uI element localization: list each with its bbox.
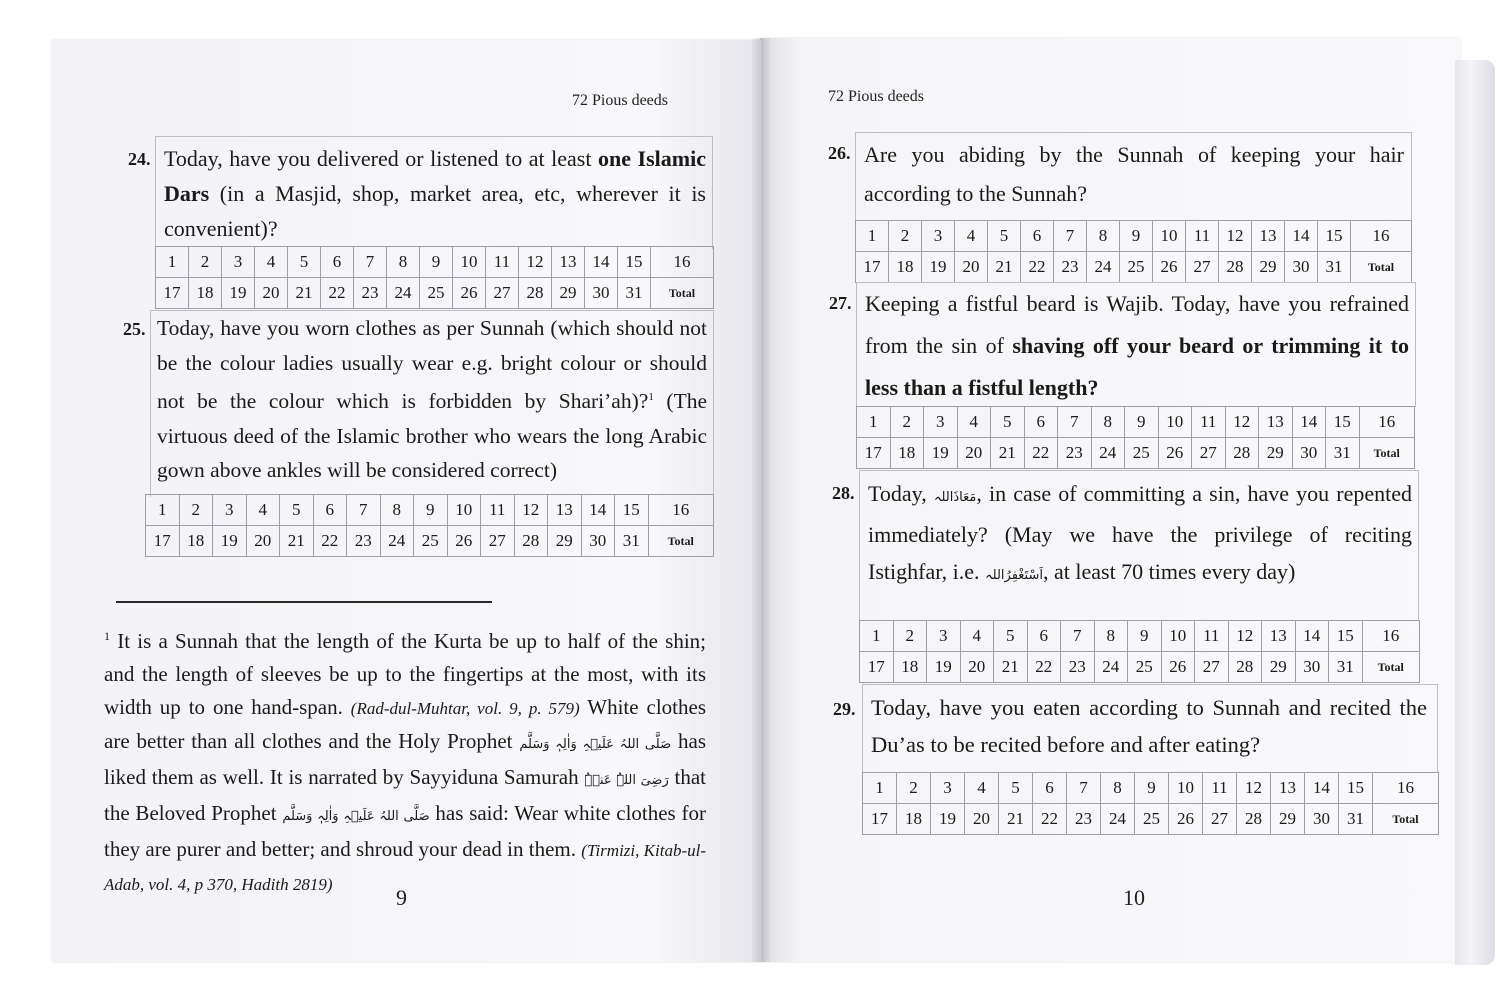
grid-day-cell: 20 — [960, 652, 994, 683]
grid-day-cell: 27 — [1203, 804, 1237, 835]
grid-day-cell: 13 — [1252, 221, 1285, 252]
grid-day-cell: 1 — [156, 247, 189, 278]
grid-day-cell: 19 — [924, 438, 958, 469]
grid-day-cell: 10 — [1169, 773, 1203, 804]
grid-total-cell: Total — [648, 526, 714, 557]
grid-day-cell: 26 — [1169, 804, 1203, 835]
grid-day-cell: 11 — [1192, 407, 1226, 438]
grid-day-cell: 2 — [889, 221, 922, 252]
grid-day-cell: 6 — [1024, 407, 1058, 438]
grid-day-cell: 20 — [255, 278, 288, 309]
grid-day-cell: 25 — [1120, 252, 1153, 283]
grid-day-cell: 10 — [1158, 407, 1192, 438]
grid-day-cell: 2 — [179, 495, 213, 526]
grid-row-days-17-total — [156, 278, 714, 309]
grid-day-cell: 8 — [1101, 773, 1135, 804]
grid-day-cell: 17 — [857, 438, 891, 469]
arabic-salutation: رَضِیَ اللہُ عَنۡہُ — [584, 773, 669, 788]
grid-day-cell: 21 — [999, 804, 1033, 835]
grid-day-cell: 24 — [1101, 804, 1135, 835]
left-page-number: 9 — [396, 885, 407, 910]
grid-day-cell: 30 — [1305, 804, 1339, 835]
grid-day-cell: 16 — [1359, 407, 1415, 438]
grid-day-cell: 9 — [1128, 621, 1162, 652]
grid-day-cell: 3 — [222, 247, 255, 278]
grid-day-cell: 21 — [280, 526, 314, 557]
grid-day-cell: 27 — [486, 278, 519, 309]
grid-day-cell: 5 — [994, 621, 1028, 652]
grid-day-cell: 14 — [1292, 407, 1326, 438]
grid-day-cell: 24 — [1087, 252, 1120, 283]
grid-day-cell: 29 — [1252, 252, 1285, 283]
grid-day-cell: 19 — [931, 804, 965, 835]
grid-row-days-17-total — [856, 252, 1412, 283]
grid-day-cell: 3 — [931, 773, 965, 804]
grid-day-cell: 28 — [1228, 652, 1262, 683]
grid-day-cell: 27 — [1195, 652, 1229, 683]
grid-day-cell: 17 — [860, 652, 894, 683]
grid-total-cell: Total — [1359, 438, 1415, 469]
grid-day-cell: 27 — [481, 526, 515, 557]
grid-day-cell: 30 — [1285, 252, 1318, 283]
grid-row-days-1-16 — [863, 773, 1439, 804]
tick-grid-27 — [856, 406, 1415, 469]
grid-day-cell: 18 — [189, 278, 222, 309]
grid-row-days-1-16 — [156, 247, 714, 278]
grid-day-cell: 28 — [1237, 804, 1271, 835]
grid-day-cell: 17 — [156, 278, 189, 309]
grid-day-cell: 14 — [1295, 621, 1329, 652]
grid-day-cell: 1 — [856, 221, 889, 252]
grid-day-cell: 28 — [1225, 438, 1259, 469]
grid-day-cell: 6 — [313, 495, 347, 526]
grid-day-cell: 7 — [1058, 407, 1092, 438]
grid-day-cell: 13 — [1259, 407, 1293, 438]
deed-number: 28. — [832, 483, 855, 503]
footnote-reference: 1 — [648, 391, 654, 403]
citation: (Tirmizi, Kitab-ul-Adab, vol. 4, p 370, Hadith 2819) — [104, 841, 706, 894]
grid-day-cell: 5 — [280, 495, 314, 526]
grid-day-cell: 26 — [1161, 652, 1195, 683]
grid-day-cell: 18 — [179, 526, 213, 557]
tick-grid-28 — [859, 620, 1420, 683]
grid-day-cell: 4 — [960, 621, 994, 652]
grid-day-cell: 3 — [213, 495, 247, 526]
grid-day-cell: 4 — [255, 247, 288, 278]
grid-day-cell: 18 — [890, 438, 924, 469]
grid-day-cell: 31 — [1329, 652, 1363, 683]
deed-number: 26. — [828, 143, 851, 163]
grid-total-cell: Total — [1351, 252, 1412, 283]
grid-day-cell: 27 — [1192, 438, 1226, 469]
grid-day-cell: 24 — [1094, 652, 1128, 683]
tick-grid-29 — [862, 772, 1439, 835]
grid-day-cell: 1 — [146, 495, 180, 526]
grid-day-cell: 29 — [552, 278, 585, 309]
grid-day-cell: 14 — [581, 495, 615, 526]
grid-day-cell: 7 — [1061, 621, 1095, 652]
grid-day-cell: 8 — [380, 495, 414, 526]
grid-day-cell: 23 — [1067, 804, 1101, 835]
grid-day-cell: 11 — [1203, 773, 1237, 804]
grid-day-cell: 31 — [1318, 252, 1351, 283]
grid-day-cell: 12 — [519, 247, 552, 278]
arabic-salutation: صَلَّی اللہُ عَلَیۡہِ وَاٰلِہٖ وَسَلَّم — [282, 809, 430, 824]
deed-number: 25. — [123, 319, 146, 339]
grid-day-cell: 4 — [957, 407, 991, 438]
grid-day-cell: 19 — [927, 652, 961, 683]
grid-row-days-17-total — [860, 652, 1420, 683]
grid-day-cell: 21 — [988, 252, 1021, 283]
grid-day-cell: 1 — [857, 407, 891, 438]
grid-day-cell: 31 — [618, 278, 651, 309]
grid-day-cell: 20 — [965, 804, 999, 835]
grid-day-cell: 19 — [222, 278, 255, 309]
grid-day-cell: 2 — [890, 407, 924, 438]
grid-day-cell: 22 — [321, 278, 354, 309]
grid-day-cell: 16 — [1351, 221, 1412, 252]
deed-question: Are you abiding by the Sunnah of keeping your hair according to the Sunnah? — [864, 142, 1404, 206]
grid-day-cell: 18 — [889, 252, 922, 283]
grid-day-cell: 1 — [863, 773, 897, 804]
grid-day-cell: 19 — [213, 526, 247, 557]
grid-day-cell: 3 — [922, 221, 955, 252]
grid-day-cell: 3 — [927, 621, 961, 652]
grid-day-cell: 30 — [585, 278, 618, 309]
grid-day-cell: 10 — [447, 495, 481, 526]
grid-day-cell: 8 — [387, 247, 420, 278]
grid-day-cell: 9 — [1125, 407, 1159, 438]
tick-grid-24 — [155, 246, 714, 309]
grid-day-cell: 20 — [246, 526, 280, 557]
grid-day-cell: 5 — [991, 407, 1025, 438]
page-stack-edge — [1455, 60, 1495, 965]
deed-26 — [828, 132, 1412, 223]
grid-day-cell: 18 — [897, 804, 931, 835]
grid-day-cell: 1 — [860, 621, 894, 652]
grid-day-cell: 9 — [414, 495, 448, 526]
grid-day-cell: 25 — [414, 526, 448, 557]
grid-day-cell: 25 — [1128, 652, 1162, 683]
grid-day-cell: 20 — [955, 252, 988, 283]
grid-day-cell: 2 — [893, 621, 927, 652]
grid-day-cell: 10 — [1161, 621, 1195, 652]
deed-question: Today, have you eaten according to Sunnah and recited the Du’as to be recited before and after eating? — [871, 695, 1427, 757]
grid-day-cell: 10 — [453, 247, 486, 278]
footnote-mark: 1 — [104, 629, 110, 643]
tick-grid-26 — [855, 220, 1412, 283]
grid-day-cell: 23 — [1061, 652, 1095, 683]
arabic-phrase: اَسْتَغْفِرُاللہ — [985, 568, 1043, 583]
grid-day-cell: 31 — [1326, 438, 1360, 469]
grid-day-cell: 14 — [1285, 221, 1318, 252]
grid-day-cell: 25 — [420, 278, 453, 309]
grid-day-cell: 30 — [1295, 652, 1329, 683]
grid-day-cell: 2 — [897, 773, 931, 804]
book-gutter — [752, 38, 770, 962]
grid-day-cell: 21 — [991, 438, 1025, 469]
citation: (Rad-dul-Muhtar, vol. 9, p. 579) — [350, 699, 580, 718]
grid-day-cell: 22 — [313, 526, 347, 557]
grid-day-cell: 21 — [994, 652, 1028, 683]
grid-day-cell: 5 — [988, 221, 1021, 252]
left-running-head: 72 Pious deeds — [572, 92, 668, 109]
grid-day-cell: 28 — [519, 278, 552, 309]
grid-day-cell: 4 — [955, 221, 988, 252]
grid-total-cell: Total — [1362, 652, 1420, 683]
deed-29 — [833, 684, 1438, 773]
grid-day-cell: 28 — [1219, 252, 1252, 283]
right-running-head: 72 Pious deeds — [828, 88, 924, 105]
grid-day-cell: 15 — [1326, 407, 1360, 438]
deed-25 — [123, 310, 714, 497]
grid-day-cell: 8 — [1091, 407, 1125, 438]
grid-day-cell: 26 — [447, 526, 481, 557]
grid-day-cell: 14 — [585, 247, 618, 278]
grid-day-cell: 15 — [615, 495, 649, 526]
grid-day-cell: 24 — [1091, 438, 1125, 469]
grid-day-cell: 4 — [246, 495, 280, 526]
grid-day-cell: 15 — [1318, 221, 1351, 252]
grid-day-cell: 14 — [1305, 773, 1339, 804]
grid-day-cell: 30 — [1292, 438, 1326, 469]
grid-day-cell: 23 — [1054, 252, 1087, 283]
grid-day-cell: 13 — [548, 495, 582, 526]
arabic-salutation: صَلَّی اللہُ عَلَیۡہِ وَاٰلِہٖ وَسَلَّم — [519, 737, 672, 752]
grid-day-cell: 12 — [1228, 621, 1262, 652]
grid-day-cell: 16 — [1362, 621, 1420, 652]
grid-day-cell: 17 — [856, 252, 889, 283]
grid-row-days-17-total — [146, 526, 714, 557]
grid-day-cell: 6 — [1033, 773, 1067, 804]
grid-total-cell: Total — [651, 278, 714, 309]
grid-day-cell: 25 — [1135, 804, 1169, 835]
grid-day-cell: 18 — [893, 652, 927, 683]
grid-row-days-1-16 — [860, 621, 1420, 652]
grid-day-cell: 15 — [1329, 621, 1363, 652]
grid-day-cell: 20 — [957, 438, 991, 469]
grid-day-cell: 11 — [486, 247, 519, 278]
grid-day-cell: 31 — [615, 526, 649, 557]
grid-day-cell: 9 — [420, 247, 453, 278]
grid-row-days-1-16 — [146, 495, 714, 526]
grid-day-cell: 23 — [1058, 438, 1092, 469]
right-page-number: 10 — [1123, 885, 1145, 910]
grid-day-cell: 2 — [189, 247, 222, 278]
grid-day-cell: 27 — [1186, 252, 1219, 283]
grid-day-cell: 13 — [1271, 773, 1305, 804]
grid-day-cell: 12 — [1237, 773, 1271, 804]
grid-day-cell: 16 — [651, 247, 714, 278]
grid-day-cell: 31 — [1339, 804, 1373, 835]
grid-day-cell: 15 — [618, 247, 651, 278]
grid-day-cell: 29 — [1262, 652, 1296, 683]
grid-day-cell: 13 — [1262, 621, 1296, 652]
grid-row-days-1-16 — [856, 221, 1412, 252]
grid-day-cell: 21 — [288, 278, 321, 309]
grid-day-cell: 10 — [1153, 221, 1186, 252]
grid-row-days-17-total — [857, 438, 1415, 469]
grid-day-cell: 29 — [1259, 438, 1293, 469]
grid-day-cell: 17 — [146, 526, 180, 557]
grid-day-cell: 8 — [1094, 621, 1128, 652]
grid-day-cell: 16 — [1373, 773, 1439, 804]
grid-day-cell: 24 — [380, 526, 414, 557]
grid-day-cell: 16 — [648, 495, 714, 526]
grid-day-cell: 6 — [321, 247, 354, 278]
grid-day-cell: 9 — [1120, 221, 1153, 252]
grid-day-cell: 4 — [965, 773, 999, 804]
deed-number: 27. — [829, 293, 852, 313]
grid-day-cell: 29 — [1271, 804, 1305, 835]
grid-day-cell: 22 — [1033, 804, 1067, 835]
deed-question: Keeping a fistful beard is Wajib. Today, have you refrained from the sin of shaving off your beard or trimming it to less than a fistful length? — [865, 291, 1409, 400]
grid-day-cell: 12 — [1219, 221, 1252, 252]
grid-day-cell: 22 — [1024, 438, 1058, 469]
grid-day-cell: 12 — [1225, 407, 1259, 438]
footnote-separator — [116, 601, 492, 603]
grid-day-cell: 8 — [1087, 221, 1120, 252]
grid-day-cell: 13 — [552, 247, 585, 278]
grid-day-cell: 23 — [354, 278, 387, 309]
grid-row-days-1-16 — [857, 407, 1415, 438]
grid-day-cell: 5 — [288, 247, 321, 278]
deed-question: Today, مَعَاذَاللہ, in case of committing a sin, have you repented immediately? (May we have the privilege of reciting Istighfar, i.e. اَسْتَغْفِرُاللہ, at least 70 times every day) — [868, 481, 1412, 584]
deed-28 — [832, 470, 1419, 621]
grid-day-cell: 5 — [999, 773, 1033, 804]
grid-day-cell: 12 — [514, 495, 548, 526]
grid-day-cell: 25 — [1125, 438, 1159, 469]
deed-number: 24. — [128, 149, 151, 169]
deed-number: 29. — [833, 699, 856, 719]
grid-day-cell: 19 — [922, 252, 955, 283]
grid-day-cell: 11 — [481, 495, 515, 526]
grid-day-cell: 24 — [387, 278, 420, 309]
grid-day-cell: 15 — [1339, 773, 1373, 804]
grid-day-cell: 6 — [1027, 621, 1061, 652]
deed-question: Today, have you delivered or listened to at least one Islamic Dars (in a Masjid, shop, market area, etc, wherever it is convenient)? — [164, 146, 706, 241]
grid-row-days-17-total — [863, 804, 1439, 835]
grid-day-cell: 28 — [514, 526, 548, 557]
grid-day-cell: 22 — [1027, 652, 1061, 683]
grid-day-cell: 26 — [1158, 438, 1192, 469]
grid-day-cell: 3 — [924, 407, 958, 438]
grid-day-cell: 29 — [548, 526, 582, 557]
grid-day-cell: 26 — [1153, 252, 1186, 283]
grid-day-cell: 26 — [453, 278, 486, 309]
deed-24 — [128, 136, 713, 249]
grid-day-cell: 11 — [1186, 221, 1219, 252]
footnote: $^1$ It is a Sunnah that the length of the Kurta be up to half of the shin; and the length of sleeves be up to the fingertips at the most, with its width up to one hand-span. (Rad-dul-Muhtar, vol. 9, p. 579) White clothes are better than all clothes and the Holy Prophet صَلَّی اللہُ عَلَیۡہِ وَاٰلِہٖ وَسَلَّم has liked them as well. It is narrated by Sayyiduna Samurah رَضِیَ اللہُ عَنۡہُ that the Beloved Prophet صَلَّی اللہُ عَلَیۡہِ وَاٰلِہٖ وَسَلَّم has said: Wear white clothes for they are purer and better; and shroud your dead in them. (Tirmizi, Kitab-ul-Adab, vol. 4, p 370, Hadith 2819) — [104, 629, 707, 894]
grid-day-cell: 23 — [347, 526, 381, 557]
grid-day-cell: 11 — [1195, 621, 1229, 652]
grid-day-cell: 7 — [1054, 221, 1087, 252]
grid-day-cell: 7 — [354, 247, 387, 278]
grid-day-cell: 30 — [581, 526, 615, 557]
grid-day-cell: 7 — [1067, 773, 1101, 804]
grid-day-cell: 9 — [1135, 773, 1169, 804]
deed-question: Today, have you worn clothes as per Sunnah (which should not be the colour ladies usually wear e.g. bright colour or should not be the colour which is forbidden by Shari’ah)?$^1$ (The virtuous deed of the Islamic brother who wears the long Arabic gown above ankles will be considered correct) — [157, 316, 708, 483]
grid-day-cell: 6 — [1021, 221, 1054, 252]
deed-27 — [829, 282, 1416, 407]
grid-day-cell: 7 — [347, 495, 381, 526]
grid-day-cell: 17 — [863, 804, 897, 835]
grid-day-cell: 22 — [1021, 252, 1054, 283]
grid-total-cell: Total — [1373, 804, 1439, 835]
tick-grid-25 — [145, 494, 714, 557]
arabic-phrase: مَعَاذَاللہ — [933, 490, 977, 505]
